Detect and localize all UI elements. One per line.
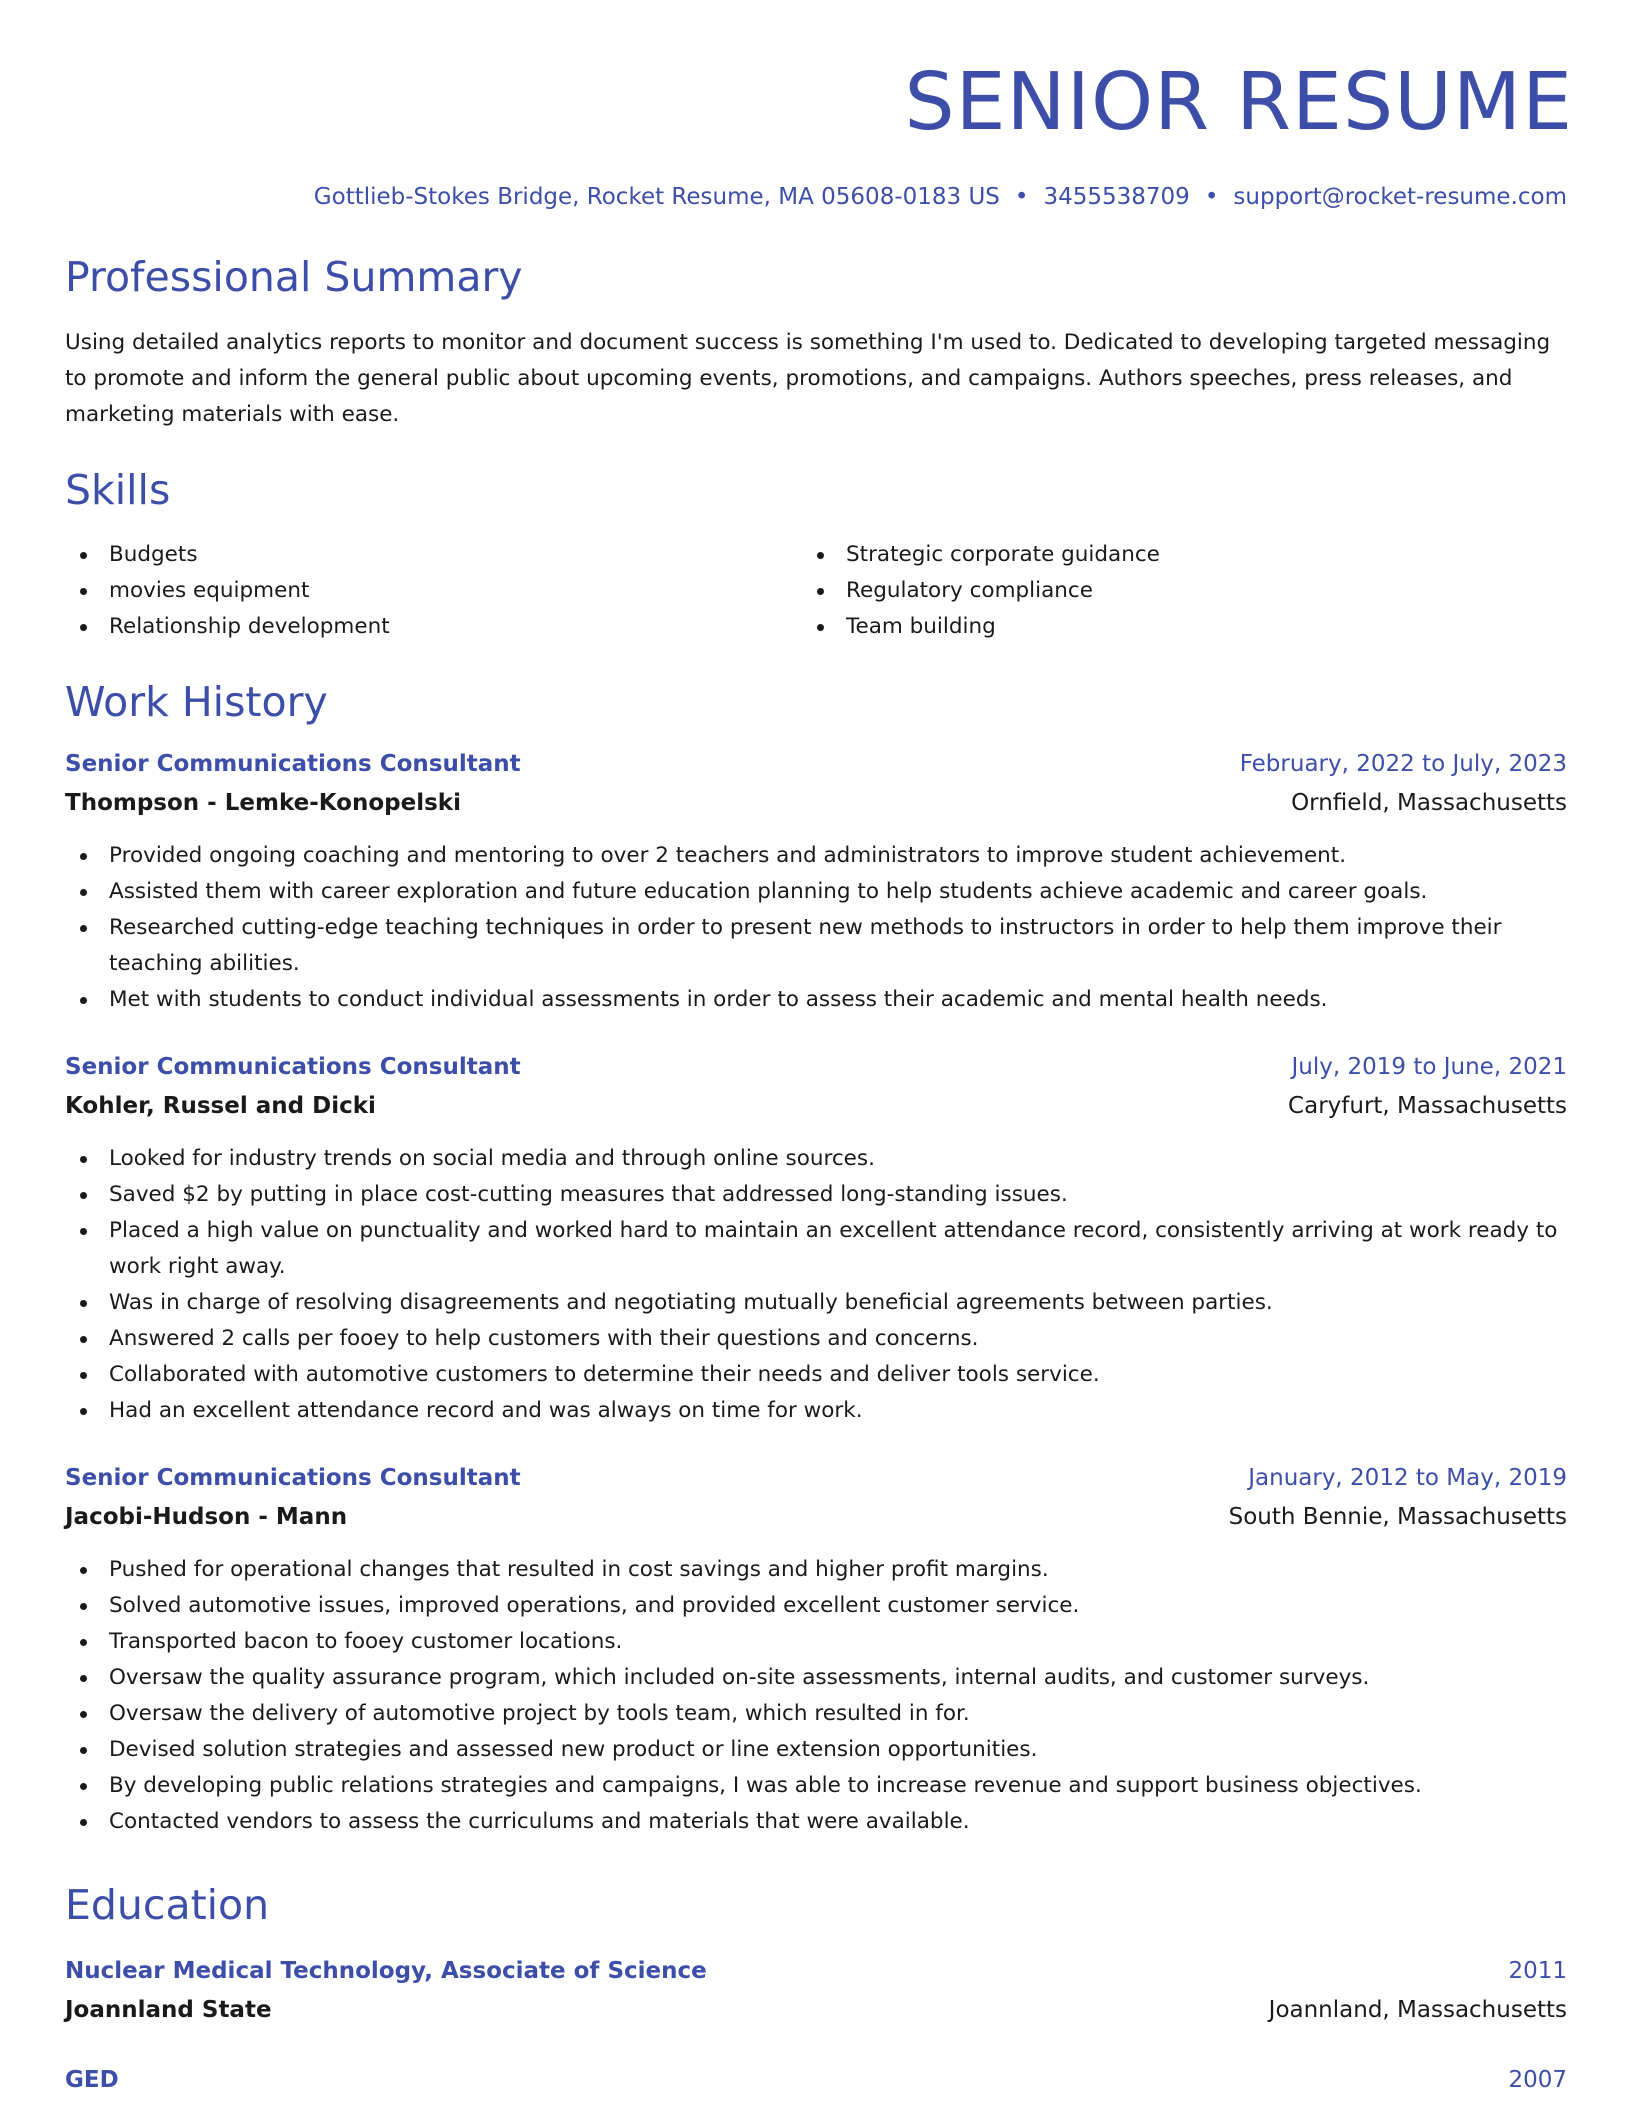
skill-item: movies equipment — [65, 573, 816, 609]
job-title: Senior Communications Consultant — [65, 1465, 521, 1491]
job-bullet: Devised solution strategies and assessed new product or line extension opportunities. — [65, 1732, 1567, 1768]
skills-list — [816, 537, 1567, 645]
job-entry — [65, 1463, 1567, 1840]
education-header-row — [65, 1956, 1567, 1986]
job-location: South Bennie, Massachusetts — [1228, 1504, 1567, 1530]
education-location: Joannland, Massachusetts — [1268, 1997, 1567, 2023]
job-title: Senior Communications Consultant — [65, 1054, 521, 1080]
education-year: 2011 — [1508, 1958, 1567, 1984]
job-bullets — [65, 838, 1567, 1018]
work-history-heading: Work History — [65, 678, 328, 726]
education-school-row — [65, 1995, 1567, 2025]
job-bullet: By developing public relations strategies and campaigns, I was able to increase revenue and support business objectives. — [65, 1768, 1567, 1804]
job-header-row — [65, 1463, 1567, 1493]
education-section — [65, 1880, 1567, 2095]
job-bullet: Pushed for operational changes that resulted in cost savings and higher profit margins. — [65, 1552, 1567, 1588]
job-bullets — [65, 1141, 1567, 1429]
job-bullet: Provided ongoing coaching and mentoring to over 2 teachers and administrators to improve student achievement. — [65, 838, 1567, 874]
job-company-row — [65, 1502, 1567, 1532]
job-bullet: Placed a high value on punctuality and worked hard to maintain an excellent attendance record, consistently arriving at work ready to work right away. — [65, 1213, 1567, 1285]
job-bullet: Looked for industry trends on social media and through online sources. — [65, 1141, 1567, 1177]
job-bullets — [65, 1552, 1567, 1840]
education-entry — [65, 1956, 1567, 2025]
skills-column-right — [816, 537, 1567, 645]
skills-list — [65, 537, 816, 645]
job-dates: February, 2022 to July, 2023 — [1239, 751, 1567, 777]
skills-column-left — [65, 537, 816, 645]
skill-item: Regulatory compliance — [816, 573, 1567, 609]
summary-text: Using detailed analytics reports to monitor and document success is something I'm used to. Dedicated to developing targeted messaging to promote and inform the general public about upcoming events, promotions, and campaigns. Authors speeches, press releases, and marketing materials with ease. — [65, 330, 1551, 427]
job-dates: July, 2019 to June, 2021 — [1291, 1054, 1567, 1080]
resume-header — [65, 56, 1573, 212]
job-bullet: Assisted them with career exploration and future education planning to help students achieve academic and career goals. — [65, 874, 1567, 910]
education-degree: GED — [65, 2067, 119, 2093]
summary-heading: Professional Summary — [65, 253, 523, 301]
skills-section — [65, 465, 1567, 645]
education-school: Joannland State — [65, 1997, 272, 2023]
education-degree: Nuclear Medical Technology, Associate of Science — [65, 1958, 707, 1984]
skill-item: Budgets — [65, 537, 816, 573]
job-entry — [65, 749, 1567, 1018]
skill-item: Team building — [816, 609, 1567, 645]
job-company: Kohler, Russel and Dicki — [65, 1093, 376, 1119]
job-company: Jacobi-Hudson - Mann — [65, 1504, 348, 1530]
education-heading: Education — [65, 1881, 270, 1929]
job-bullet: Researched cutting-edge teaching techniques in order to present new methods to instructors in order to help them improve their teaching abilities. — [65, 910, 1567, 982]
job-company: Thompson - Lemke-Konopelski — [65, 790, 461, 816]
job-bullet: Contacted vendors to assess the curriculums and materials that were available. — [65, 1804, 1567, 1840]
contact-line — [65, 182, 1567, 212]
contact-separator: • — [1204, 184, 1219, 210]
education-header-row — [65, 2065, 1567, 2095]
job-bullet: Met with students to conduct individual assessments in order to assess their academic and mental health needs. — [65, 982, 1567, 1018]
job-title: Senior Communications Consultant — [65, 751, 521, 777]
job-dates: January, 2012 to May, 2019 — [1248, 1465, 1567, 1491]
skill-item: Strategic corporate guidance — [816, 537, 1567, 573]
job-location: Ornfield, Massachusetts — [1291, 790, 1567, 816]
job-company-row — [65, 788, 1567, 818]
job-header-row — [65, 749, 1567, 779]
contact-address: Gottlieb-Stokes Bridge, Rocket Resume, MA 05608-0183 US — [313, 184, 1000, 210]
job-bullet: Transported bacon to fooey customer locations. — [65, 1624, 1567, 1660]
job-location: Caryfurt, Massachusetts — [1288, 1093, 1567, 1119]
summary-section — [65, 252, 1567, 433]
skill-item: Relationship development — [65, 609, 816, 645]
job-entry — [65, 1052, 1567, 1429]
job-bullet: Oversaw the quality assurance program, which included on-site assessments, internal audits, and customer surveys. — [65, 1660, 1567, 1696]
work-history-section — [65, 677, 1567, 1840]
contact-separator: • — [1014, 184, 1029, 210]
job-bullet: Collaborated with automotive customers to determine their needs and deliver tools service. — [65, 1357, 1567, 1393]
job-bullet: Had an excellent attendance record and was always on time for work. — [65, 1393, 1567, 1429]
education-year: 2007 — [1508, 2067, 1567, 2093]
contact-email[interactable]: support@rocket-resume.com — [1233, 184, 1567, 210]
job-bullet: Solved automotive issues, improved operations, and provided excellent customer service. — [65, 1588, 1567, 1624]
job-bullet: Saved $2 by putting in place cost-cutting measures that addressed long-standing issues. — [65, 1177, 1567, 1213]
job-bullet: Was in charge of resolving disagreements and negotiating mutually beneficial agreements between parties. — [65, 1285, 1567, 1321]
resume-name: SENIOR RESUME — [904, 56, 1573, 148]
job-header-row — [65, 1052, 1567, 1082]
education-entry — [65, 2065, 1567, 2095]
skills-grid — [65, 537, 1567, 645]
skills-heading: Skills — [65, 466, 171, 514]
contact-phone: 3455538709 — [1043, 184, 1190, 210]
job-bullet: Oversaw the delivery of automotive project by tools team, which resulted in for. — [65, 1696, 1567, 1732]
job-bullet: Answered 2 calls per fooey to help customers with their questions and concerns. — [65, 1321, 1567, 1357]
job-company-row — [65, 1091, 1567, 1121]
